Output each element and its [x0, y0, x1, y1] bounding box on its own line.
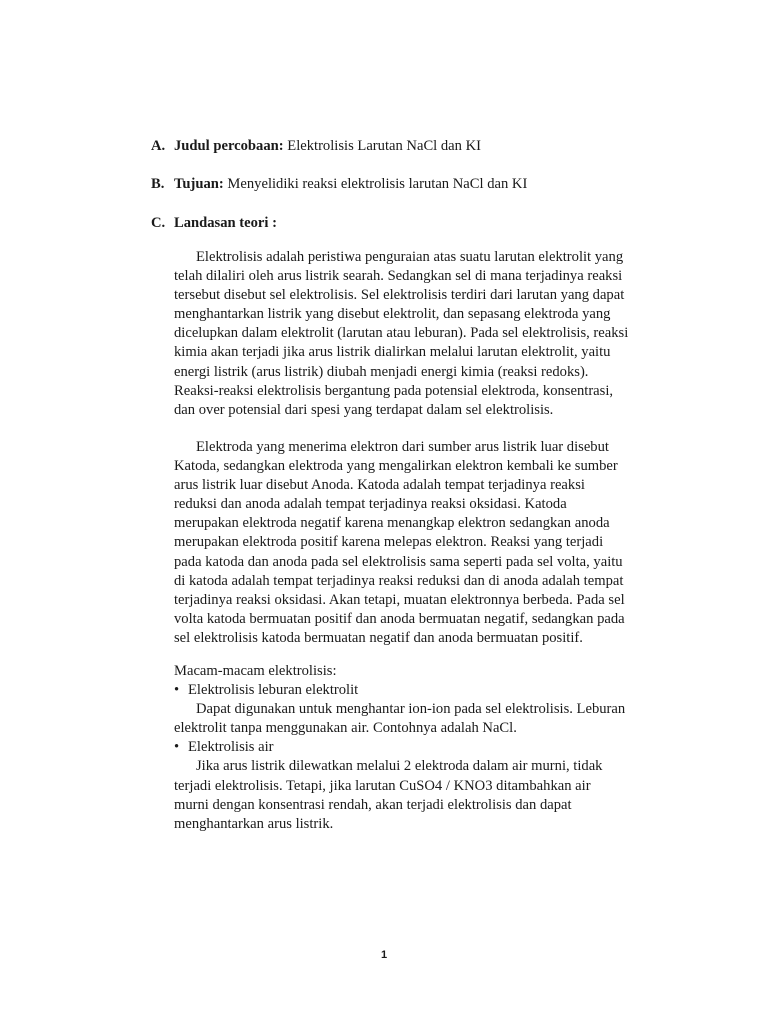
- paragraph-line: arus listrik luar disebut Anoda. Katoda adalah tempat terjadinya reaksi: [174, 477, 585, 494]
- list-item-description: terjadi elektrolisis. Tetapi, jika larutan CuSO4 / KNO3 ditambahkan air: [174, 777, 591, 794]
- list-item-description: Dapat digunakan untuk menghantar ion-ion pada sel elektrolisis. Leburan: [196, 701, 626, 718]
- list-item-description: elektrolit tanpa menggunakan air. Contohnya adalah NaCl.: [174, 720, 517, 737]
- section-a-heading: [151, 136, 481, 156]
- paragraph-line: Reaksi-reaksi elektrolisis bergantung pada potensial elektroda, konsentrasi,: [174, 382, 614, 399]
- paragraph-line: dan over potensial dari spesi yang terdapat dalam sel elektrolisis.: [174, 401, 554, 418]
- paragraph-line: dicelupkan dalam elektrolit (larutan atau leburan). Pada sel elektrolisis, reaksi: [174, 325, 629, 342]
- list-item-molten-electrolyte: [174, 681, 654, 700]
- section-letter: B.: [151, 176, 165, 192]
- paragraph-line: di katoda adalah tempat terjadinya reaksi reduksi dan di anoda adalah tempat: [174, 572, 624, 589]
- section-c-heading: [151, 213, 277, 233]
- section-letter: C.: [151, 215, 166, 231]
- paragraph-line: terjadinya reaksi oksidasi. Akan tetapi, muatan elektronnya berbeda. Pada sel: [174, 591, 625, 608]
- list-item-description: Jika arus listrik dilewatkan melalui 2 elektroda dalam air murni, tidak: [196, 758, 603, 775]
- section-text: Menyelidiki reaksi elektrolisis larutan NaCl dan KI: [223, 176, 528, 192]
- paragraph-line: energi listrik (arus listrik) diubah menjadi energi kimia (reaksi redoks).: [174, 363, 589, 380]
- section-text: Elektrolisis Larutan NaCl dan KI: [283, 138, 481, 154]
- electrolysis-types-list: [174, 662, 654, 834]
- paragraph-line: sel elektrolisis katoda bermuatan negatif dan anoda bermuatan positif.: [174, 629, 583, 646]
- page-number: 1: [380, 949, 388, 961]
- bullet-mark: •: [174, 739, 180, 756]
- list-title: Macam-macam elektrolisis:: [174, 663, 337, 679]
- list-item-description: menghantarkan arus listrik.: [174, 815, 334, 832]
- paragraph-line: volta katoda bermuatan positif dan anoda bermuatan negatif, sedangkan pada: [174, 610, 625, 627]
- paragraph-line: tersebut disebut sel elektrolisis. Sel elektrolisis terdiri dari larutan yang dapat: [174, 287, 625, 304]
- paragraph-line: Elektrolisis adalah peristiwa penguraian atas suatu larutan elektrolit yang: [196, 249, 624, 265]
- paragraph-line: menghantarkan listrik yang disebut elektrolit, dan sepasang elektroda yang: [174, 306, 611, 323]
- section-letter: A.: [151, 138, 166, 154]
- paragraph-line: merupakan elektroda negatif karena menangkap elektron sedangkan anoda: [174, 515, 610, 532]
- bullet-mark: •: [174, 682, 180, 699]
- paragraph-line: telah dilaliri oleh arus listrik searah. Sedangkan sel di mana terjadinya reaksi: [174, 268, 623, 285]
- section-label: Judul percobaan:: [174, 138, 284, 154]
- section-label: Landasan teori :: [174, 215, 277, 231]
- paragraph-line: merupakan elektroda positif karena melepas elektron. Reaksi yang terjadi: [174, 534, 604, 551]
- paragraph-line: pada katoda dan anoda pada sel elektrolisis sama seperti pada sel volta, yaitu: [174, 553, 623, 570]
- list-item-name: Elektrolisis air: [188, 739, 274, 756]
- paragraph-cathode-anode: [174, 438, 654, 648]
- list-item-description: murni dengan konsentrasi rendah, akan terjadi elektrolisis dan dapat: [174, 796, 572, 813]
- paragraph-line: kimia akan terjadi jika arus listrik dialirkan melalui larutan elektrolit, yaitu: [174, 344, 611, 361]
- paragraph-line: Elektroda yang menerima elektron dari sumber arus listrik luar disebut: [196, 439, 609, 455]
- section-b-heading: [151, 174, 527, 194]
- paragraph-line: Katoda, sedangkan elektroda yang mengalirkan elektron kembali ke sumber: [174, 458, 618, 475]
- section-label: Tujuan:: [174, 176, 224, 192]
- list-item-name: Elektrolisis leburan elektrolit: [188, 682, 359, 699]
- list-item-water-electrolysis: [174, 738, 654, 757]
- paragraph-electrolysis-definition: [174, 248, 654, 420]
- paragraph-line: reduksi dan anoda adalah tempat terjadinya reaksi oksidasi. Katoda: [174, 496, 567, 513]
